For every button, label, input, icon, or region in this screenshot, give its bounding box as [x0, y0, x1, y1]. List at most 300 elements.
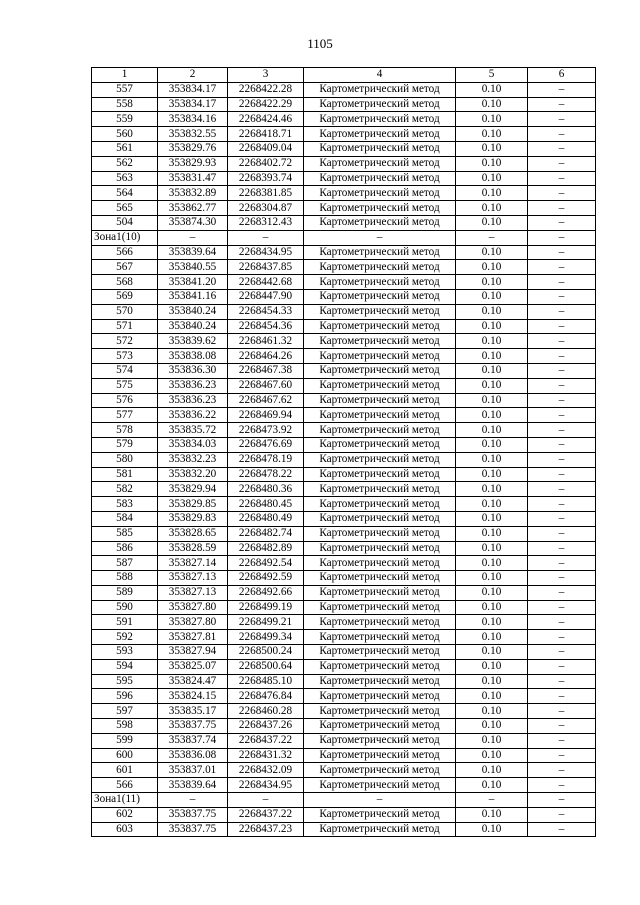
y-coordinate-cell: 2268460.28	[228, 704, 304, 719]
method-cell: Картометрический метод	[304, 778, 456, 793]
y-coordinate-cell: –	[228, 793, 304, 808]
y-coordinate-cell: 2268381.85	[228, 186, 304, 201]
table-row	[92, 408, 596, 423]
y-coordinate-cell: 2268422.29	[228, 97, 304, 112]
point-number-cell: 590	[92, 600, 158, 615]
accuracy-cell: 0.10	[456, 719, 528, 734]
point-number-cell: 585	[92, 526, 158, 541]
note-cell: –	[528, 171, 596, 186]
note-cell: –	[528, 615, 596, 630]
table-row	[92, 423, 596, 438]
y-coordinate-cell: 2268492.54	[228, 556, 304, 571]
x-coordinate-cell: 353837.75	[158, 807, 228, 822]
method-cell: Картометрический метод	[304, 289, 456, 304]
method-cell: Картометрический метод	[304, 467, 456, 482]
y-coordinate-cell: 2268304.87	[228, 201, 304, 216]
method-cell: Картометрический метод	[304, 630, 456, 645]
y-coordinate-cell: 2268461.32	[228, 334, 304, 349]
y-coordinate-cell: 2268424.46	[228, 112, 304, 127]
accuracy-cell: 0.10	[456, 748, 528, 763]
y-coordinate-cell: –	[228, 230, 304, 245]
y-coordinate-cell: 2268467.62	[228, 393, 304, 408]
table-row	[92, 349, 596, 364]
y-coordinate-cell: 2268442.68	[228, 275, 304, 290]
x-coordinate-cell: 353840.24	[158, 304, 228, 319]
point-number-cell: 561	[92, 141, 158, 156]
point-number-cell: 570	[92, 304, 158, 319]
y-coordinate-cell: 2268492.66	[228, 585, 304, 600]
point-number-cell: 560	[92, 127, 158, 142]
note-cell: –	[528, 556, 596, 571]
note-cell: –	[528, 689, 596, 704]
table-row	[92, 363, 596, 378]
method-cell: Картометрический метод	[304, 719, 456, 734]
y-coordinate-cell: 2268480.49	[228, 511, 304, 526]
note-cell: –	[528, 363, 596, 378]
method-cell: Картометрический метод	[304, 304, 456, 319]
x-coordinate-cell: 353837.75	[158, 719, 228, 734]
point-number-cell: 584	[92, 511, 158, 526]
note-cell: –	[528, 526, 596, 541]
accuracy-cell: 0.10	[456, 467, 528, 482]
table-row	[92, 748, 596, 763]
x-coordinate-cell: 353836.08	[158, 748, 228, 763]
y-coordinate-cell: 2268473.92	[228, 423, 304, 438]
method-cell: Картометрический метод	[304, 201, 456, 216]
note-cell: –	[528, 659, 596, 674]
point-number-cell: 576	[92, 393, 158, 408]
table-row	[92, 763, 596, 778]
table-row	[92, 807, 596, 822]
table-row	[92, 541, 596, 556]
table-row	[92, 630, 596, 645]
y-coordinate-cell: 2268437.26	[228, 719, 304, 734]
y-coordinate-cell: 2268409.04	[228, 141, 304, 156]
y-coordinate-cell: 2268476.69	[228, 437, 304, 452]
note-cell: –	[528, 704, 596, 719]
x-coordinate-cell: 353838.08	[158, 349, 228, 364]
page-number: 1105	[307, 36, 333, 51]
note-cell: –	[528, 156, 596, 171]
point-number-cell: 578	[92, 423, 158, 438]
accuracy-cell: 0.10	[456, 112, 528, 127]
x-coordinate-cell: 353834.17	[158, 97, 228, 112]
method-cell: Картометрический метод	[304, 704, 456, 719]
table-row	[92, 645, 596, 660]
column-header: 3	[228, 68, 304, 83]
table-row	[92, 689, 596, 704]
accuracy-cell: 0.10	[456, 585, 528, 600]
accuracy-cell: 0.10	[456, 482, 528, 497]
accuracy-cell: 0.10	[456, 201, 528, 216]
note-cell: –	[528, 260, 596, 275]
accuracy-cell: 0.10	[456, 260, 528, 275]
y-coordinate-cell: 2268492.59	[228, 571, 304, 586]
note-cell: –	[528, 571, 596, 586]
point-number-cell: 569	[92, 289, 158, 304]
x-coordinate-cell: 353829.94	[158, 482, 228, 497]
x-coordinate-cell: –	[158, 793, 228, 808]
x-coordinate-cell: 353827.13	[158, 585, 228, 600]
point-number-cell: 577	[92, 408, 158, 423]
accuracy-cell: 0.10	[456, 393, 528, 408]
method-cell: Картометрический метод	[304, 171, 456, 186]
point-number-cell: 593	[92, 645, 158, 660]
method-cell: Картометрический метод	[304, 645, 456, 660]
point-number-cell: 589	[92, 585, 158, 600]
y-coordinate-cell: 2268485.10	[228, 674, 304, 689]
note-cell: –	[528, 334, 596, 349]
x-coordinate-cell: 353874.30	[158, 215, 228, 230]
x-coordinate-cell: 353836.22	[158, 408, 228, 423]
accuracy-cell: 0.10	[456, 334, 528, 349]
y-coordinate-cell: 2268434.95	[228, 778, 304, 793]
method-cell: Картометрический метод	[304, 127, 456, 142]
note-cell: –	[528, 733, 596, 748]
note-cell: –	[528, 319, 596, 334]
method-cell: Картометрический метод	[304, 822, 456, 837]
method-cell: Картометрический метод	[304, 275, 456, 290]
zone-row	[92, 230, 596, 245]
accuracy-cell: 0.10	[456, 215, 528, 230]
method-cell: Картометрический метод	[304, 807, 456, 822]
y-coordinate-cell: 2268422.28	[228, 82, 304, 97]
x-coordinate-cell: 353829.76	[158, 141, 228, 156]
table-row	[92, 659, 596, 674]
point-number-cell: 598	[92, 719, 158, 734]
accuracy-cell: –	[456, 793, 528, 808]
note-cell: –	[528, 423, 596, 438]
method-cell: Картометрический метод	[304, 82, 456, 97]
method-cell: Картометрический метод	[304, 423, 456, 438]
accuracy-cell: 0.10	[456, 378, 528, 393]
y-coordinate-cell: 2268447.90	[228, 289, 304, 304]
point-number-cell: 588	[92, 571, 158, 586]
x-coordinate-cell: 353834.03	[158, 437, 228, 452]
method-cell: Картометрический метод	[304, 659, 456, 674]
y-coordinate-cell: 2268437.85	[228, 260, 304, 275]
table-row	[92, 378, 596, 393]
x-coordinate-cell: 353841.16	[158, 289, 228, 304]
y-coordinate-cell: 2268454.36	[228, 319, 304, 334]
method-cell: Картометрический метод	[304, 556, 456, 571]
method-cell: Картометрический метод	[304, 334, 456, 349]
accuracy-cell: 0.10	[456, 763, 528, 778]
note-cell: –	[528, 497, 596, 512]
method-cell: Картометрический метод	[304, 600, 456, 615]
accuracy-cell: 0.10	[456, 289, 528, 304]
y-coordinate-cell: 2268499.19	[228, 600, 304, 615]
column-header: 1	[92, 68, 158, 83]
note-cell: –	[528, 585, 596, 600]
method-cell: Картометрический метод	[304, 571, 456, 586]
note-cell: –	[528, 230, 596, 245]
accuracy-cell: 0.10	[456, 82, 528, 97]
accuracy-cell: 0.10	[456, 452, 528, 467]
table-row	[92, 585, 596, 600]
x-coordinate-cell: 353829.83	[158, 511, 228, 526]
x-coordinate-cell: 353834.17	[158, 82, 228, 97]
point-number-cell: 573	[92, 349, 158, 364]
note-cell: –	[528, 822, 596, 837]
table-row	[92, 97, 596, 112]
accuracy-cell: 0.10	[456, 186, 528, 201]
point-number-cell: 587	[92, 556, 158, 571]
point-number-cell: 572	[92, 334, 158, 349]
y-coordinate-cell: 2268478.19	[228, 452, 304, 467]
accuracy-cell: 0.10	[456, 275, 528, 290]
zone-row	[92, 793, 596, 808]
accuracy-cell: 0.10	[456, 600, 528, 615]
point-number-cell: 559	[92, 112, 158, 127]
accuracy-cell: 0.10	[456, 408, 528, 423]
column-header: 5	[456, 68, 528, 83]
table-row	[92, 304, 596, 319]
y-coordinate-cell: 2268500.24	[228, 645, 304, 660]
note-cell: –	[528, 304, 596, 319]
note-cell: –	[528, 793, 596, 808]
accuracy-cell: 0.10	[456, 497, 528, 512]
x-coordinate-cell: –	[158, 230, 228, 245]
accuracy-cell: 0.10	[456, 689, 528, 704]
x-coordinate-cell: 353827.81	[158, 630, 228, 645]
x-coordinate-cell: 353832.20	[158, 467, 228, 482]
x-coordinate-cell: 353837.75	[158, 822, 228, 837]
method-cell: Картометрический метод	[304, 393, 456, 408]
point-number-cell: 597	[92, 704, 158, 719]
accuracy-cell: 0.10	[456, 127, 528, 142]
point-number-cell: 581	[92, 467, 158, 482]
x-coordinate-cell: 353836.23	[158, 378, 228, 393]
accuracy-cell: 0.10	[456, 171, 528, 186]
method-cell: Картометрический метод	[304, 763, 456, 778]
table-row	[92, 171, 596, 186]
note-cell: –	[528, 393, 596, 408]
point-number-cell: 567	[92, 260, 158, 275]
accuracy-cell: 0.10	[456, 511, 528, 526]
accuracy-cell: 0.10	[456, 304, 528, 319]
method-cell: Картометрический метод	[304, 482, 456, 497]
method-cell: Картометрический метод	[304, 156, 456, 171]
note-cell: –	[528, 437, 596, 452]
table-row	[92, 674, 596, 689]
x-coordinate-cell: 353827.80	[158, 600, 228, 615]
y-coordinate-cell: 2268476.84	[228, 689, 304, 704]
y-coordinate-cell: 2268393.74	[228, 171, 304, 186]
method-cell: –	[304, 230, 456, 245]
table-row	[92, 127, 596, 142]
method-cell: Картометрический метод	[304, 349, 456, 364]
accuracy-cell: 0.10	[456, 141, 528, 156]
method-cell: Картометрический метод	[304, 260, 456, 275]
accuracy-cell: 0.10	[456, 630, 528, 645]
method-cell: Картометрический метод	[304, 615, 456, 630]
x-coordinate-cell: 353836.30	[158, 363, 228, 378]
note-cell: –	[528, 97, 596, 112]
note-cell: –	[528, 215, 596, 230]
table-row	[92, 452, 596, 467]
table-row	[92, 319, 596, 334]
point-number-cell: 575	[92, 378, 158, 393]
table-row	[92, 201, 596, 216]
y-coordinate-cell: 2268418.71	[228, 127, 304, 142]
note-cell: –	[528, 807, 596, 822]
note-cell: –	[528, 349, 596, 364]
note-cell: –	[528, 82, 596, 97]
table-row	[92, 437, 596, 452]
x-coordinate-cell: 353839.62	[158, 334, 228, 349]
x-coordinate-cell: 353862.77	[158, 201, 228, 216]
point-number-cell: 558	[92, 97, 158, 112]
note-cell: –	[528, 674, 596, 689]
method-cell: Картометрический метод	[304, 526, 456, 541]
x-coordinate-cell: 353832.55	[158, 127, 228, 142]
y-coordinate-cell: 2268469.94	[228, 408, 304, 423]
table-row	[92, 719, 596, 734]
y-coordinate-cell: 2268437.22	[228, 807, 304, 822]
x-coordinate-cell: 353835.17	[158, 704, 228, 719]
point-number-cell: 595	[92, 674, 158, 689]
x-coordinate-cell: 353841.20	[158, 275, 228, 290]
method-cell: Картометрический метод	[304, 585, 456, 600]
point-number-cell: 571	[92, 319, 158, 334]
table-row	[92, 215, 596, 230]
accuracy-cell: 0.10	[456, 704, 528, 719]
y-coordinate-cell: 2268500.64	[228, 659, 304, 674]
accuracy-cell: 0.10	[456, 319, 528, 334]
note-cell: –	[528, 600, 596, 615]
y-coordinate-cell: 2268431.32	[228, 748, 304, 763]
accuracy-cell: 0.10	[456, 526, 528, 541]
note-cell: –	[528, 408, 596, 423]
column-header: 4	[304, 68, 456, 83]
accuracy-cell: 0.10	[456, 733, 528, 748]
x-coordinate-cell: 353827.13	[158, 571, 228, 586]
y-coordinate-cell: 2268402.72	[228, 156, 304, 171]
table-row	[92, 156, 596, 171]
note-cell: –	[528, 127, 596, 142]
accuracy-cell: 0.10	[456, 97, 528, 112]
x-coordinate-cell: 353828.65	[158, 526, 228, 541]
point-number-cell: 601	[92, 763, 158, 778]
x-coordinate-cell: 353840.55	[158, 260, 228, 275]
note-cell: –	[528, 112, 596, 127]
table-row	[92, 393, 596, 408]
y-coordinate-cell: 2268437.22	[228, 733, 304, 748]
note-cell: –	[528, 452, 596, 467]
x-coordinate-cell: 353827.80	[158, 615, 228, 630]
accuracy-cell: 0.10	[456, 156, 528, 171]
x-coordinate-cell: 353837.01	[158, 763, 228, 778]
point-number-cell: 564	[92, 186, 158, 201]
y-coordinate-cell: 2268482.74	[228, 526, 304, 541]
method-cell: Картометрический метод	[304, 674, 456, 689]
x-coordinate-cell: 353824.15	[158, 689, 228, 704]
table-row	[92, 600, 596, 615]
y-coordinate-cell: 2268478.22	[228, 467, 304, 482]
point-number-cell: 566	[92, 778, 158, 793]
x-coordinate-cell: 353839.64	[158, 778, 228, 793]
method-cell: Картометрический метод	[304, 408, 456, 423]
point-number-cell: 592	[92, 630, 158, 645]
y-coordinate-cell: 2268480.36	[228, 482, 304, 497]
x-coordinate-cell: 353836.23	[158, 393, 228, 408]
point-number-cell: 504	[92, 215, 158, 230]
y-coordinate-cell: 2268464.26	[228, 349, 304, 364]
point-number-cell: 574	[92, 363, 158, 378]
note-cell: –	[528, 467, 596, 482]
y-coordinate-cell: 2268454.33	[228, 304, 304, 319]
x-coordinate-cell: 353829.93	[158, 156, 228, 171]
accuracy-cell: 0.10	[456, 674, 528, 689]
y-coordinate-cell: 2268312.43	[228, 215, 304, 230]
table-row	[92, 289, 596, 304]
accuracy-cell: 0.10	[456, 571, 528, 586]
x-coordinate-cell: 353828.59	[158, 541, 228, 556]
table-row	[92, 82, 596, 97]
accuracy-cell: 0.10	[456, 349, 528, 364]
table-row	[92, 334, 596, 349]
accuracy-cell: 0.10	[456, 437, 528, 452]
method-cell: Картометрический метод	[304, 452, 456, 467]
x-coordinate-cell: 353832.23	[158, 452, 228, 467]
method-cell: Картометрический метод	[304, 689, 456, 704]
point-number-cell: 565	[92, 201, 158, 216]
accuracy-cell: 0.10	[456, 645, 528, 660]
method-cell: Картометрический метод	[304, 511, 456, 526]
point-number-cell: 580	[92, 452, 158, 467]
table-row	[92, 556, 596, 571]
table-row	[92, 822, 596, 837]
y-coordinate-cell: 2268499.34	[228, 630, 304, 645]
point-number-cell: 562	[92, 156, 158, 171]
table-row	[92, 615, 596, 630]
x-coordinate-cell: 353837.74	[158, 733, 228, 748]
x-coordinate-cell: 353834.16	[158, 112, 228, 127]
point-number-cell: 600	[92, 748, 158, 763]
method-cell: Картометрический метод	[304, 112, 456, 127]
method-cell: Картометрический метод	[304, 186, 456, 201]
note-cell: –	[528, 245, 596, 260]
point-number-cell: 602	[92, 807, 158, 822]
accuracy-cell: 0.10	[456, 822, 528, 837]
table-row	[92, 112, 596, 127]
point-number-cell: 566	[92, 245, 158, 260]
note-cell: –	[528, 778, 596, 793]
coordinates-table	[91, 67, 596, 837]
point-number-cell: 586	[92, 541, 158, 556]
point-number-cell: 557	[92, 82, 158, 97]
accuracy-cell: 0.10	[456, 615, 528, 630]
note-cell: –	[528, 645, 596, 660]
note-cell: –	[528, 763, 596, 778]
method-cell: Картометрический метод	[304, 245, 456, 260]
zone-label-cell: Зона1(11)	[92, 793, 158, 808]
point-number-cell: 582	[92, 482, 158, 497]
y-coordinate-cell: 2268499.21	[228, 615, 304, 630]
x-coordinate-cell: 353824.47	[158, 674, 228, 689]
table-row	[92, 526, 596, 541]
x-coordinate-cell: 353825.07	[158, 659, 228, 674]
table-row	[92, 482, 596, 497]
y-coordinate-cell: 2268437.23	[228, 822, 304, 837]
y-coordinate-cell: 2268467.60	[228, 378, 304, 393]
table-row	[92, 778, 596, 793]
point-number-cell: 563	[92, 171, 158, 186]
point-number-cell: 583	[92, 497, 158, 512]
x-coordinate-cell: 353831.47	[158, 171, 228, 186]
accuracy-cell: 0.10	[456, 245, 528, 260]
